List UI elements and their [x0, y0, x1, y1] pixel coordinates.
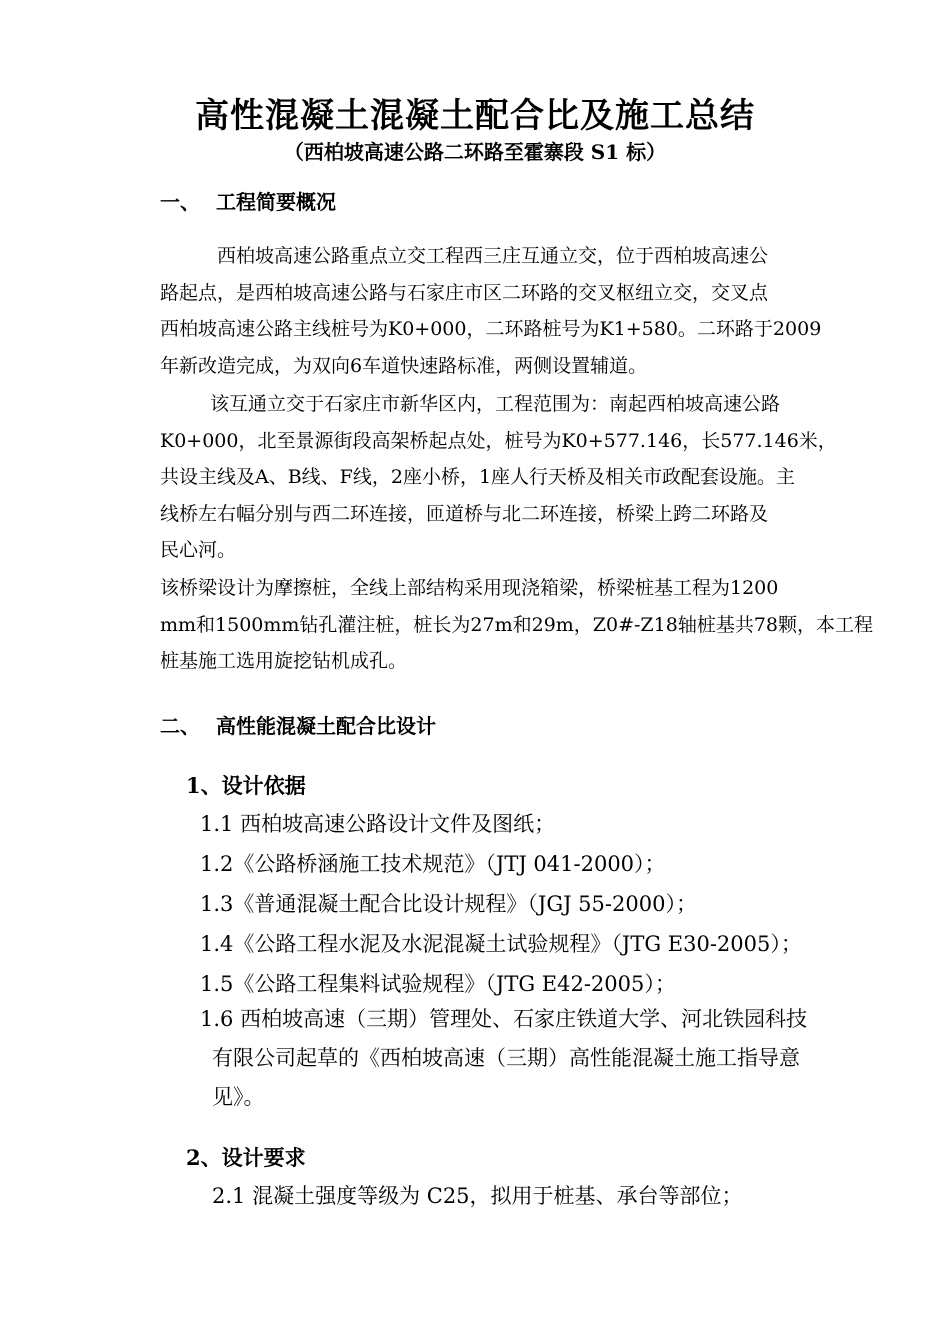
section-1-paragraph-3	[160, 570, 873, 680]
reference-item: 1.2《公路桥涵施工技术规范》（JTJ 041-2000）；	[200, 852, 666, 876]
document-subtitle: （西柏坡高速公路二环路至霍寨段 S1 标）	[283, 140, 667, 164]
section-2-number: 二、	[160, 714, 200, 738]
paragraph-line: 线桥左右幅分别与西二环连接，匝道桥与北二环连接，桥梁上跨二环路及	[160, 502, 769, 525]
paragraph-line: 桩基施工选用旋挖钻机成孔。	[160, 650, 408, 672]
document-title: 高性混凝土混凝土配合比及施工总结	[195, 96, 755, 136]
section-1-title: 工程简要概况	[216, 190, 336, 214]
paragraph-line: 民心河。	[160, 539, 237, 561]
reference-item-multiline	[200, 1000, 865, 1117]
reference-item: 1.4《公路工程水泥及水泥混凝土试验规程》（JTG E30-2005）；	[200, 932, 802, 956]
paragraph-line: 共设主线及A、B线、F线，2座小桥，1座人行天桥及相关市政配套设施。主	[160, 466, 796, 488]
section-1-heading	[160, 186, 336, 215]
paragraph-line: 年新改造完成，为双向6车道快速路标准，两侧设置辅道。	[160, 354, 648, 377]
reference-line: 见》。	[212, 1085, 265, 1109]
paragraph-line: 西柏坡高速公路重点立交工程西三庄互通立交，位于西柏坡高速公	[217, 245, 769, 267]
reference-item: 1.1 西柏坡高速公路设计文件及图纸；	[200, 812, 556, 836]
section-1-paragraph-1	[160, 238, 862, 384]
reference-item: 1.5《公路工程集料试验规程》（JTG E42-2005）；	[200, 972, 676, 996]
paragraph-line: mm和1500mm钻孔灌注桩，桩长为27m和29m，Z0#-Z18轴桩基共78颗，本工程	[160, 613, 873, 636]
reference-line: 1.6 西柏坡高速（三期）管理处、石家庄铁道大学、河北铁园科技	[200, 1007, 808, 1031]
section-1-paragraph-2	[160, 386, 862, 569]
reference-item: 1.3《普通混凝土配合比设计规程》（JGJ 55-2000）；	[200, 892, 697, 916]
subsection-1-heading: 1、设计依据	[186, 773, 306, 798]
requirement-item: 2.1 混凝土强度等级为 C25，拟用于桩基、承台等部位；	[212, 1184, 743, 1208]
section-2-title: 高性能混凝土配合比设计	[216, 714, 436, 738]
subsection-2-heading: 2、设计要求	[186, 1145, 306, 1170]
reference-line: 有限公司起草的《西柏坡高速（三期）高性能混凝土施工指导意	[212, 1046, 800, 1070]
paragraph-line: K0+000，北至景源街段高架桥起点处，桩号为K0+577.146，长577.146米，	[160, 429, 837, 452]
section-1-number: 一、	[160, 190, 200, 214]
paragraph-line: 路起点，是西柏坡高速公路与石家庄市区二环路的交叉枢纽立交，交叉点	[160, 281, 769, 304]
paragraph-line: 该桥梁设计为摩擦桩，全线上部结构采用现浇箱梁，桥梁桩基工程为1200	[160, 577, 779, 599]
paragraph-line: 西柏坡高速公路主线桩号为K0+000，二环路桩号为K1+580。二环路于2009	[160, 318, 822, 340]
section-2-heading	[160, 710, 436, 739]
paragraph-line: 该互通立交于石家庄市新华区内，工程范围为：南起西柏坡高速公路	[210, 393, 781, 415]
